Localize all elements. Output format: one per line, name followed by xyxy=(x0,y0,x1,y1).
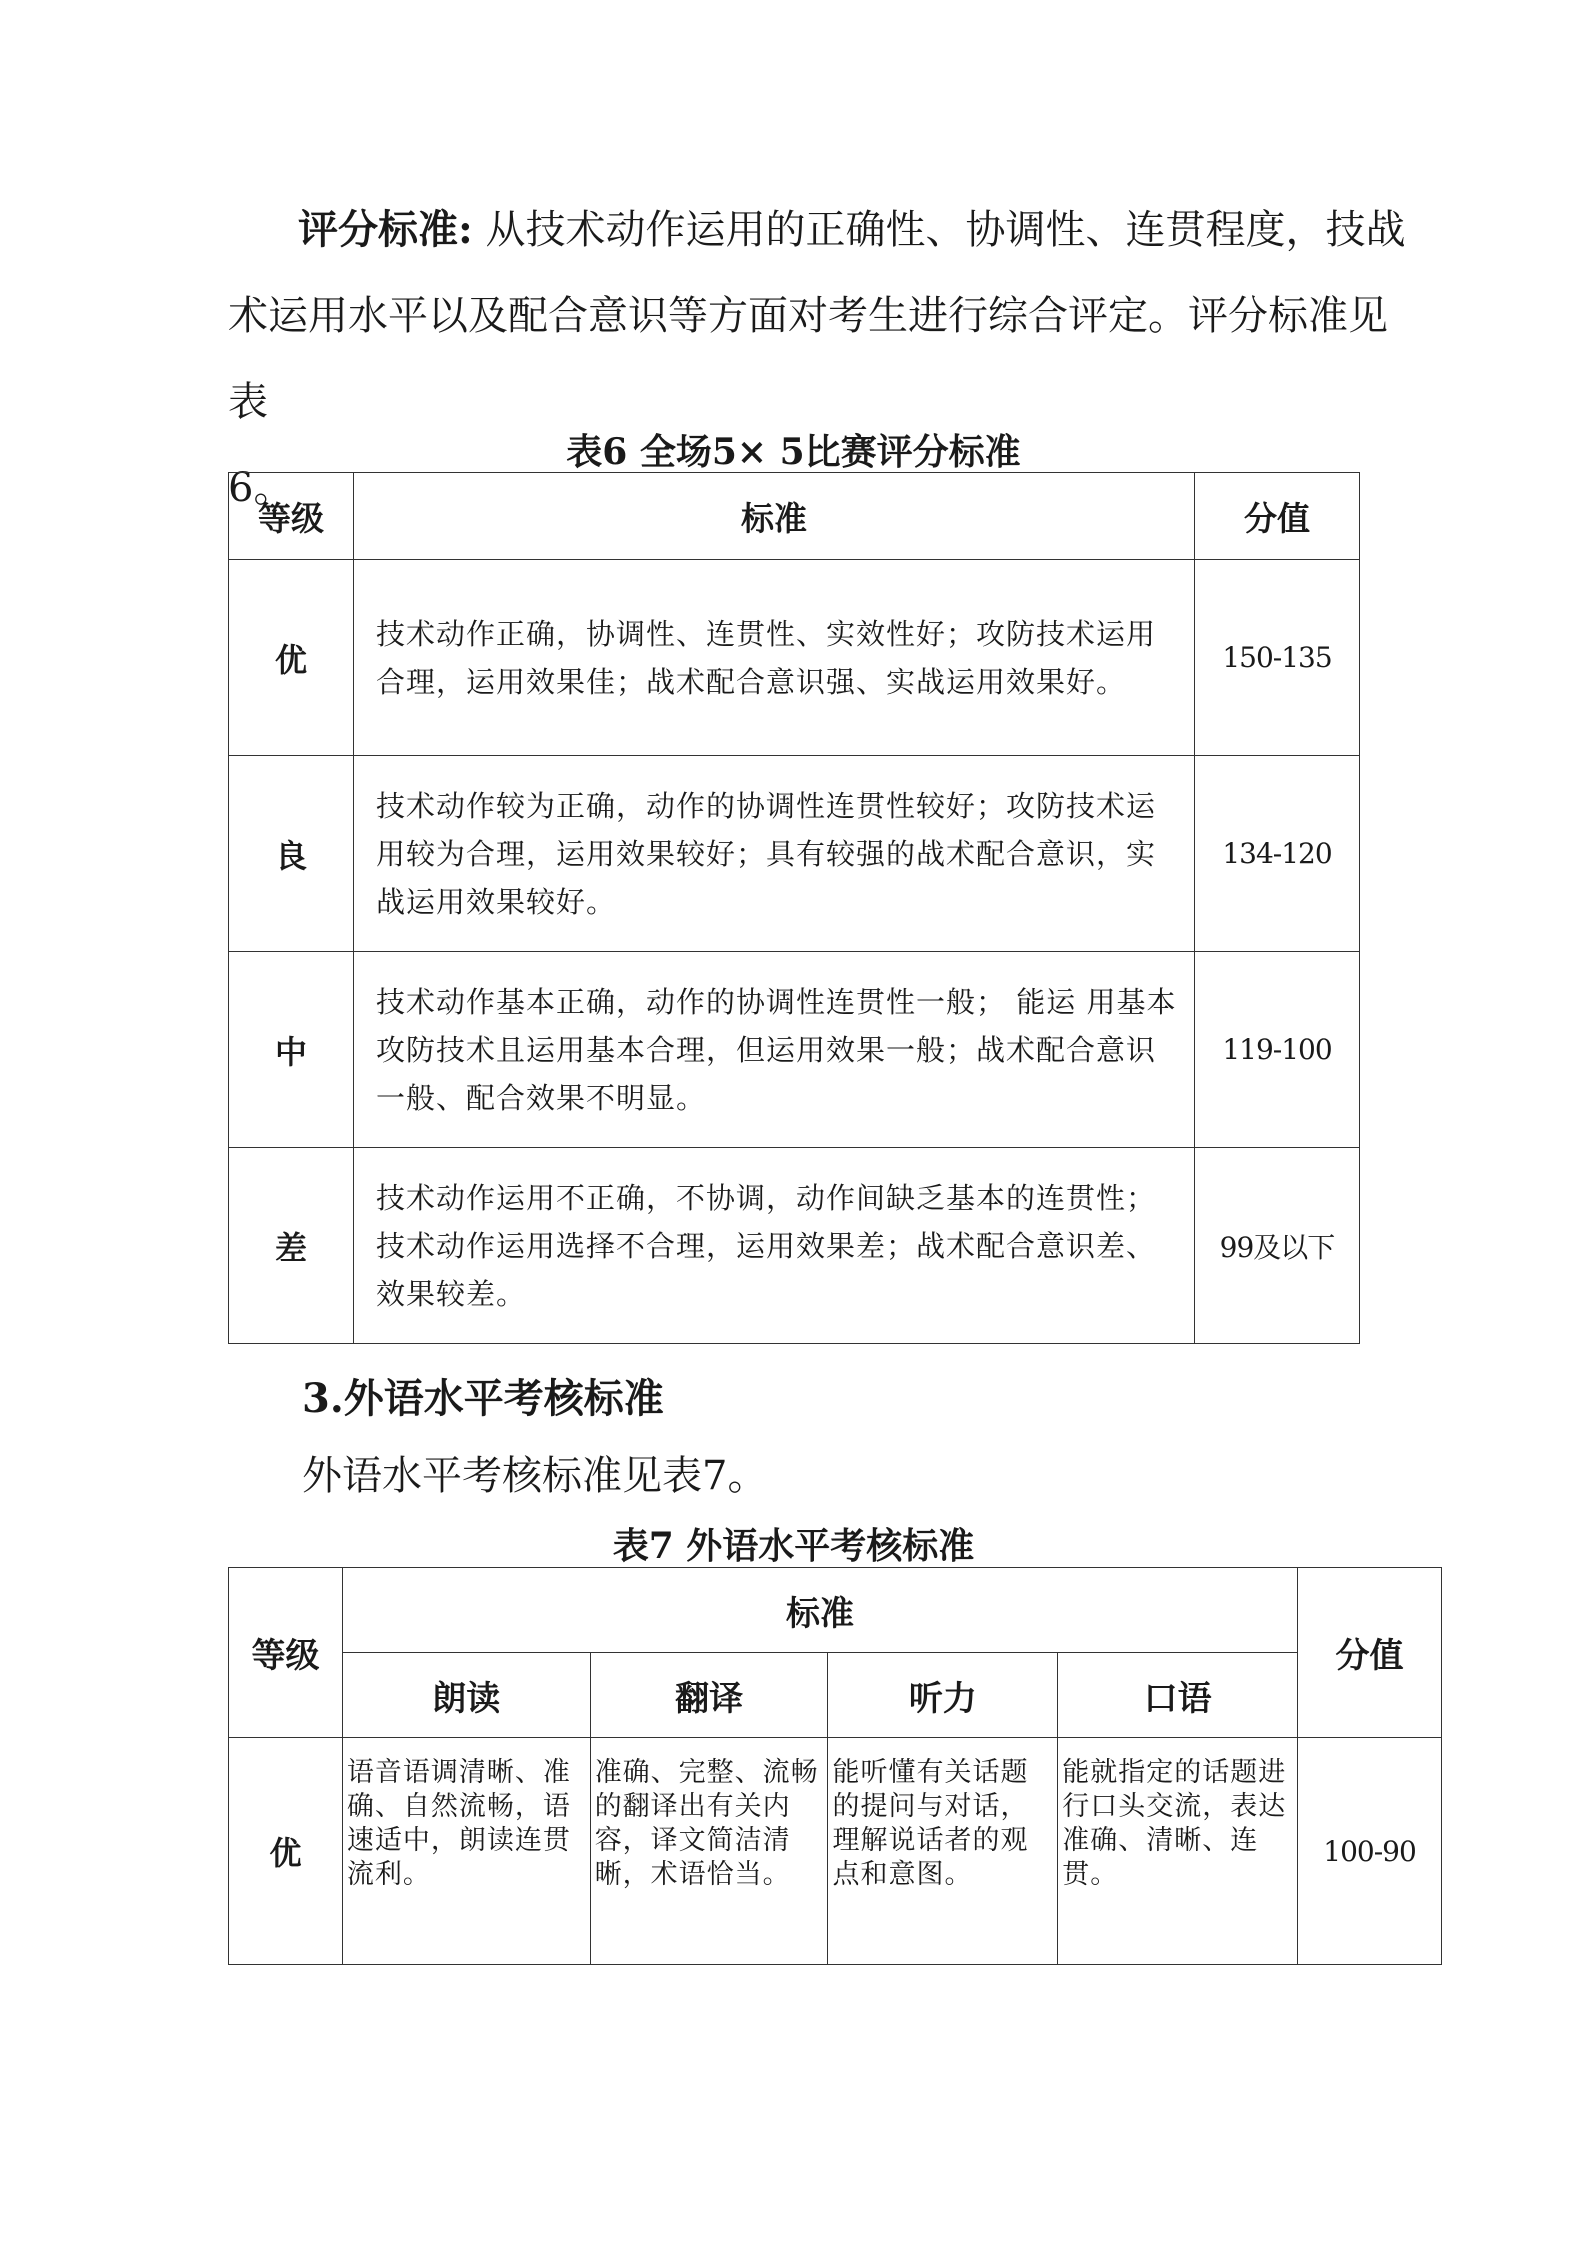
table6-header-grade: 等级 xyxy=(229,473,354,560)
criteria-cell: 技术动作基本正确，动作的协调性连贯性一般； 能运 用基本攻防技术且运用基本合理，但运用效果一般；战术配合意识一般、配合效果不明显。 xyxy=(354,952,1195,1148)
table7-header-score: 分值 xyxy=(1298,1568,1442,1738)
grade-cell: 优 xyxy=(229,1738,343,1965)
table7-header-grade: 等级 xyxy=(229,1568,343,1738)
table7-header-row xyxy=(229,1568,1442,1653)
table-row xyxy=(229,1148,1360,1344)
table7-subheader-speaking: 口语 xyxy=(1058,1653,1298,1738)
table6-caption: 表6 全场5× 5比赛评分标准 xyxy=(566,431,1021,473)
table7-subheader-translation: 翻译 xyxy=(590,1653,828,1738)
score-cell: 150-135 xyxy=(1195,560,1360,756)
table-row xyxy=(229,1738,1442,1965)
intro-line3: 6。 xyxy=(228,465,294,511)
table-row xyxy=(229,756,1360,952)
grade-cell: 差 xyxy=(229,1148,354,1344)
score-cell: 134-120 xyxy=(1195,756,1360,952)
score-cell: 119-100 xyxy=(1195,952,1360,1148)
table6-header-score: 分值 xyxy=(1195,473,1360,560)
score-cell: 99及以下 xyxy=(1195,1148,1360,1344)
table7-header-standard: 标准 xyxy=(342,1568,1297,1653)
grade-cell: 良 xyxy=(229,756,354,952)
table7-subheader-listening: 听力 xyxy=(828,1653,1058,1738)
speaking-cell: 能就指定的话题进行口头交流，表达准确、清晰、连贯。 xyxy=(1058,1738,1298,1965)
criteria-cell: 技术动作较为正确，动作的协调性连贯性较好；攻防技术运用较为合理，运用效果较好；具有较强的战术配合意识，实战运用效果较好。 xyxy=(354,756,1195,952)
table7-subheader-row xyxy=(229,1653,1442,1738)
table6-header-row xyxy=(229,473,1360,560)
table7-subheader-reading: 朗读 xyxy=(342,1653,590,1738)
section3-body: 外语水平考核标准见表7。 xyxy=(302,1453,768,1499)
table-row xyxy=(229,952,1360,1148)
table6-header-criteria: 标准 xyxy=(354,473,1195,560)
translation-cell: 准确、完整、流畅的翻译出有关内容，译文简洁清晰，术语恰当。 xyxy=(590,1738,828,1965)
listening-cell: 能听懂有关话题的提问与对话，理解说话者的观点和意图。 xyxy=(828,1738,1058,1965)
intro-lead: 评分标准: xyxy=(298,206,473,253)
section3-heading: 3.外语水平考核标准 xyxy=(302,1375,664,1422)
table7-caption: 表7 外语水平考核标准 xyxy=(612,1525,975,1567)
table7 xyxy=(228,1567,1442,1965)
criteria-cell: 技术动作运用不正确，不协调，动作间缺乏基本的连贯性；技术动作运用选择不合理，运用效果差；战术配合意识差、效果较差。 xyxy=(354,1148,1195,1344)
intro-line1: 从技术动作运用的正确性、协调性、连贯程度，技战 xyxy=(472,207,1406,253)
intro-line2: 术运用水平以及配合意识等方面对考生进行综合评定。评分标准见表 xyxy=(228,293,1388,425)
score-cell: 100-90 xyxy=(1298,1738,1442,1965)
grade-cell: 中 xyxy=(229,952,354,1148)
criteria-cell: 技术动作正确，协调性、连贯性、实效性好；攻防技术运用合理，运用效果佳；战术配合意识强、实战运用效果好。 xyxy=(354,560,1195,756)
table6 xyxy=(228,472,1360,1344)
table-row xyxy=(229,560,1360,756)
grade-cell: 优 xyxy=(229,560,354,756)
reading-cell: 语音语调清晰、准确、自然流畅，语速适中，朗读连贯流利。 xyxy=(342,1738,590,1965)
